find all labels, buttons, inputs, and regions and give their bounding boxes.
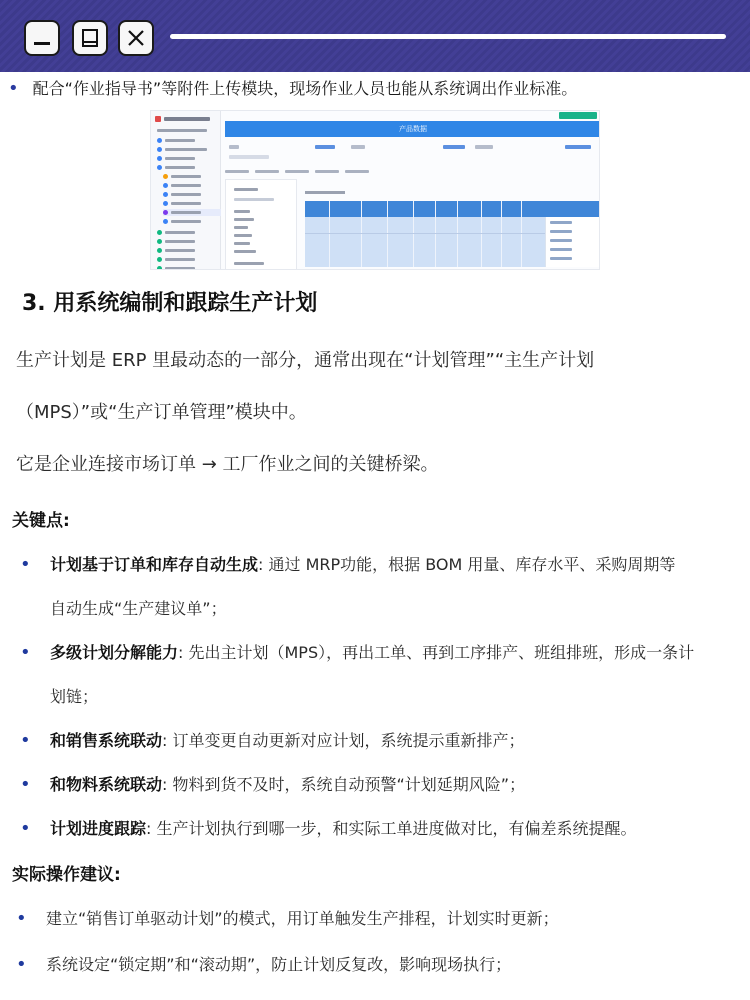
erp-detail-panel [545, 217, 600, 267]
bullet-dot: • [16, 954, 27, 975]
bullet-dot: • [20, 818, 31, 839]
bullet-dot: • [20, 730, 31, 751]
bullet-dot: • [20, 642, 31, 663]
paragraph-line: （MPS）”或“生产订单管理”模块中。 [16, 402, 307, 423]
window-title-bar [0, 0, 750, 72]
keypoint-body [50, 640, 746, 666]
keypoint-item [20, 552, 746, 618]
paragraph-line: 生产计划是 ERP 里最动态的一部分，通常出现在“计划管理”“主生产计划 [16, 350, 595, 371]
intro-text: 配合“作业指导书”等附件上传模块，现场作业人员也能从系统调出作业标准。 [32, 79, 578, 98]
keypoint-text: : 通过 MRP功能，根据 BOM 用量、库存水平、采购周期等 [258, 555, 676, 574]
keypoint-bold: 计划基于订单和库存自动生成 [50, 555, 259, 574]
erp-side-item [157, 256, 215, 263]
erp-side-item [163, 200, 221, 207]
erp-side-item [157, 247, 215, 254]
maximize-button[interactable] [72, 20, 108, 56]
erp-table [305, 187, 600, 270]
erp-action-button [559, 112, 597, 119]
erp-side-item [163, 173, 221, 180]
keypoint-text: : 先出主计划（MPS），再出工单、再到工序排产、班组排班，形成一条计 [178, 643, 695, 662]
advice-text: 建立“销售订单驱动计划”的模式，用订单触发生产排程，计划实时更新； [46, 909, 559, 928]
erp-table-body [305, 217, 545, 267]
paragraph: 它是企业连接市场订单 → 工厂作业之间的关键桥梁。 [16, 454, 439, 475]
erp-side-item [157, 238, 215, 245]
keypoint-body [50, 728, 746, 754]
keypoint-text: : 订单变更自动更新对应计划，系统提示重新排产； [162, 731, 525, 750]
minimize-icon [31, 27, 53, 49]
keypoint-text: : 生产计划执行到哪一步，和实际工单进度做对比，有偏差系统提醒。 [146, 819, 637, 838]
erp-side-item [157, 146, 215, 153]
keypoint-text-continued: 自动生成“生产建议单”； [50, 599, 227, 618]
erp-filter-row [225, 141, 600, 163]
keypoint-body [50, 772, 746, 798]
erp-tree [225, 179, 297, 270]
keypoint-bold: 多级计划分解能力 [50, 643, 179, 662]
erp-side-item [157, 137, 215, 144]
erp-side-item [157, 127, 215, 134]
maximize-icon [79, 27, 101, 49]
erp-table-header [305, 201, 600, 217]
erp-header: 产品数据 [225, 121, 600, 137]
keypoint-text: : 物料到货不及时，系统自动预警“计划延期风险”； [162, 775, 526, 794]
keypoint-bold: 计划进度跟踪 [50, 819, 147, 838]
erp-tabs [225, 169, 600, 175]
keypoint-item [20, 640, 746, 706]
advice-title: 实际操作建议: [12, 865, 121, 885]
keypoint-bold: 和销售系统联动 [50, 731, 163, 750]
erp-side-item [157, 155, 215, 162]
bullet-dot: • [16, 908, 27, 929]
bullet-dot: • [8, 78, 19, 99]
bullet-dot: • [20, 554, 31, 575]
keypoint-text-continued: 划链； [50, 687, 99, 706]
close-icon [125, 27, 147, 49]
erp-side-item [163, 191, 221, 198]
erp-side-item [163, 218, 221, 225]
bullet-dot: • [20, 774, 31, 795]
keypoint-body [50, 552, 746, 578]
keypoint-bold: 和物料系统联动 [50, 775, 163, 794]
keypoint-body [50, 816, 746, 842]
erp-side-item [157, 164, 215, 171]
close-button[interactable] [118, 20, 154, 56]
erp-side-item-active [163, 209, 221, 216]
minimize-button[interactable] [24, 20, 60, 56]
advice-text: 系统设定“锁定期”和“滚动期”，防止计划反复改，影响现场执行； [46, 955, 512, 974]
title-line [170, 34, 726, 39]
erp-side-item [163, 182, 221, 189]
erp-side-item [157, 229, 215, 236]
erp-screenshot [150, 110, 600, 270]
section-heading: 3. 用系统编制和跟踪生产计划 [22, 291, 318, 316]
erp-side-item [157, 265, 215, 270]
keypoints-title: 关键点: [12, 511, 70, 531]
erp-brand [155, 115, 219, 123]
erp-main [225, 111, 600, 270]
erp-sidebar [151, 111, 221, 270]
intro-bullet [8, 78, 738, 100]
